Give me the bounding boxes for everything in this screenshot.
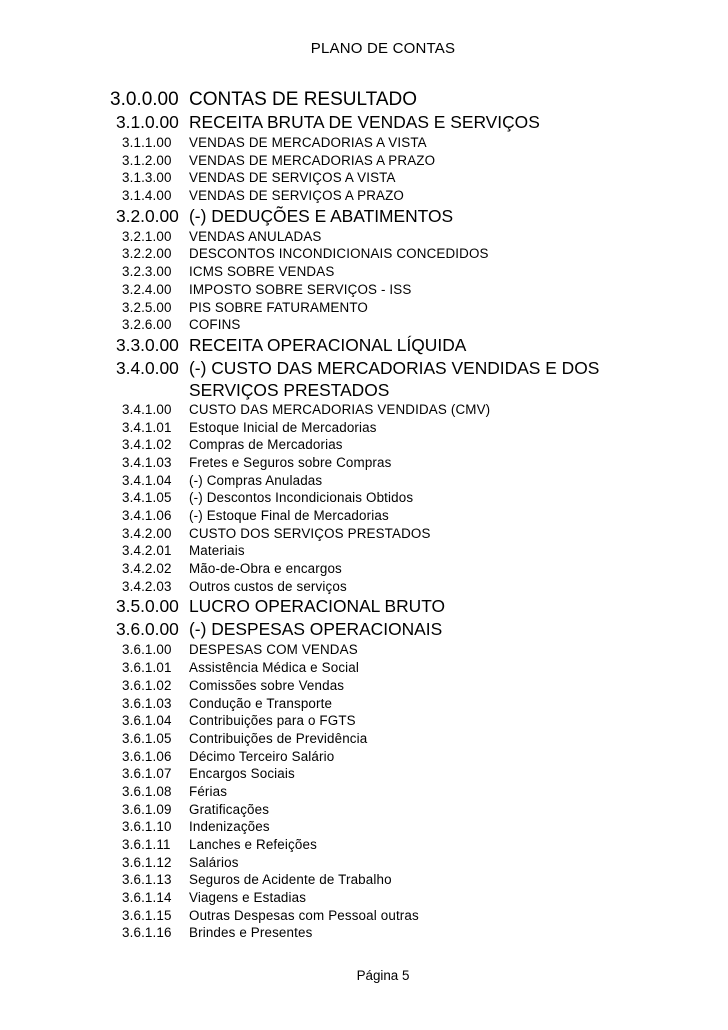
account-name: LUCRO OPERACIONAL BRUTO (189, 596, 446, 617)
account-row (0, 507, 728, 525)
account-code: 3.6.1.05 (122, 730, 172, 746)
account-row (0, 765, 728, 783)
account-code: 3.1.4.00 (122, 188, 172, 204)
account-code: 3.5.0.00 (116, 596, 179, 617)
account-name: Compras de Mercadorias (189, 437, 343, 453)
account-name: Salários (189, 854, 239, 870)
account-row (0, 152, 728, 170)
account-row (0, 618, 728, 641)
account-name: (-) DEDUÇÕES E ABATIMENTOS (189, 205, 454, 226)
account-name: Mão-de-Obra e encargos (189, 561, 342, 577)
account-row (0, 695, 728, 713)
account-name: CUSTO DAS MERCADORIAS VENDIDAS (CMV) (189, 401, 491, 417)
account-name: IMPOSTO SOBRE SERVIÇOS - ISS (189, 281, 412, 297)
account-row (0, 595, 728, 618)
account-code: 3.4.0.00 (116, 357, 179, 378)
account-name: VENDAS DE SERVIÇOS A VISTA (189, 170, 396, 186)
account-row (0, 641, 728, 659)
account-code: 3.6.1.03 (122, 695, 172, 711)
page-number: Página 5 (356, 968, 410, 983)
account-name: Viagens e Estadias (189, 890, 307, 906)
account-code: 3.2.0.00 (116, 205, 179, 226)
account-row (0, 677, 728, 695)
account-name: DESCONTOS INCONDICIONAIS CONCEDIDOS (189, 246, 489, 262)
account-name: Outros custos de serviços (189, 578, 347, 594)
account-code: 3.6.1.08 (122, 783, 172, 799)
account-code: 3.4.2.03 (122, 578, 172, 594)
account-row (0, 889, 728, 907)
account-row (0, 245, 728, 263)
account-code: 3.4.1.04 (122, 472, 172, 488)
account-code: 3.0.0.00 (110, 89, 179, 110)
account-name: Brindes e Presentes (189, 925, 313, 941)
account-code: 3.4.1.03 (122, 454, 172, 470)
account-row (0, 801, 728, 819)
account-row (0, 907, 728, 925)
account-code: 3.6.1.00 (122, 642, 172, 658)
account-code: 3.1.0.00 (116, 112, 179, 132)
account-name: Seguros de Acidente de Trabalho (189, 872, 392, 888)
account-code: 3.6.1.07 (122, 766, 172, 782)
account-name: CONTAS DE RESULTADO (189, 89, 418, 110)
account-name: PIS SOBRE FATURAMENTO (189, 299, 368, 315)
account-row (0, 205, 728, 228)
account-code: 3.3.0.00 (116, 334, 179, 355)
account-name: (-) Compras Anuladas (189, 472, 323, 488)
account-row (0, 525, 728, 543)
account-row (0, 111, 728, 134)
account-row (0, 924, 728, 942)
account-name: Lanches e Refeições (189, 837, 317, 852)
account-name: (-) DESPESAS OPERACIONAIS (189, 619, 443, 640)
account-name: Contribuições de Previdência (189, 730, 368, 746)
account-code: 3.6.1.06 (122, 748, 172, 764)
account-code: 3.6.0.00 (116, 619, 179, 640)
account-name: VENDAS DE MERCADORIAS A PRAZO (189, 152, 436, 168)
account-code: 3.4.1.05 (122, 490, 172, 506)
account-name: Materiais (189, 543, 245, 559)
account-row (0, 730, 728, 748)
account-row (0, 299, 728, 317)
account-code: 3.2.1.00 (122, 228, 172, 244)
account-row (0, 169, 728, 187)
account-code: 3.6.1.02 (122, 677, 172, 693)
account-code: 3.1.1.00 (122, 135, 172, 150)
account-row (0, 560, 728, 578)
account-row (0, 316, 728, 334)
account-code: 3.1.3.00 (122, 170, 172, 186)
account-row (0, 401, 728, 419)
account-row (0, 836, 728, 854)
account-name-continuation: SERVIÇOS PRESTADOS (189, 379, 390, 400)
account-code: 3.2.5.00 (122, 299, 172, 315)
account-row (0, 436, 728, 454)
account-code: 3.6.1.14 (122, 890, 172, 906)
account-name: COFINS (189, 317, 241, 333)
account-code: 3.6.1.15 (122, 907, 172, 923)
account-name: Condução e Transporte (189, 695, 333, 711)
account-row (0, 134, 728, 152)
account-name: Encargos Sociais (189, 766, 295, 782)
account-code: 3.2.4.00 (122, 281, 172, 297)
account-code: 3.6.1.11 (122, 837, 171, 852)
account-row (0, 228, 728, 246)
account-code: 3.4.1.02 (122, 437, 172, 453)
account-code: 3.6.1.04 (122, 713, 172, 729)
account-name: Férias (189, 783, 228, 799)
page-title: PLANO DE CONTAS (310, 40, 456, 57)
account-name: DESPESAS COM VENDAS (189, 642, 358, 658)
account-name: Gratificações (189, 801, 270, 817)
account-code: 3.6.1.01 (122, 660, 172, 676)
account-name: Comissões sobre Vendas (189, 677, 345, 693)
account-name: Décimo Terceiro Salário (189, 748, 335, 764)
account-code: 3.4.2.01 (122, 543, 172, 559)
account-name: RECEITA OPERACIONAL LÍQUIDA (189, 334, 467, 355)
account-name: RECEITA BRUTA DE VENDAS E SERVIÇOS (189, 112, 540, 132)
account-name: Assistência Médica e Social (189, 660, 360, 676)
account-code: 3.4.1.06 (122, 508, 172, 523)
account-row (0, 88, 728, 111)
account-code: 3.2.3.00 (122, 264, 172, 280)
account-row (0, 748, 728, 766)
account-row (0, 818, 728, 836)
account-row (0, 871, 728, 889)
account-name: (-) Descontos Incondicionais Obtidos (189, 490, 414, 506)
account-name: (-) CUSTO DAS MERCADORIAS VENDIDAS E DOS (189, 357, 600, 378)
account-code: 3.6.1.12 (122, 854, 172, 870)
account-row (0, 783, 728, 801)
account-name: VENDAS ANULADAS (189, 228, 322, 244)
account-row (0, 659, 728, 677)
account-row (0, 712, 728, 730)
account-code: 3.4.1.01 (122, 419, 172, 435)
account-row (0, 542, 728, 560)
account-row (0, 357, 728, 401)
account-name: (-) Estoque Final de Mercadorias (189, 508, 389, 523)
account-name: Indenizações (189, 819, 270, 835)
account-code: 3.6.1.09 (122, 801, 172, 817)
account-code: 3.2.6.00 (122, 317, 172, 333)
account-row (0, 419, 728, 437)
account-name: VENDAS DE SERVIÇOS A PRAZO (189, 188, 404, 204)
account-row (0, 454, 728, 472)
account-row (0, 187, 728, 205)
account-name: Outras Despesas com Pessoal outras (189, 907, 419, 923)
account-code: 3.6.1.10 (122, 819, 172, 835)
account-code: 3.6.1.13 (122, 872, 172, 888)
account-code: 3.2.2.00 (122, 246, 172, 262)
account-code: 3.4.2.00 (122, 525, 172, 541)
account-code: 3.1.2.00 (122, 152, 172, 168)
account-name: CUSTO DOS SERVIÇOS PRESTADOS (189, 525, 431, 541)
account-name: VENDAS DE MERCADORIAS A VISTA (189, 135, 427, 150)
account-row (0, 489, 728, 507)
account-row (0, 854, 728, 872)
account-name: Fretes e Seguros sobre Compras (189, 454, 392, 470)
account-row (0, 281, 728, 299)
account-row (0, 334, 728, 357)
account-name: ICMS SOBRE VENDAS (189, 264, 335, 280)
account-code: 3.4.1.00 (122, 401, 172, 417)
account-code: 3.6.1.16 (122, 925, 172, 941)
account-name: Contribuições para o FGTS (189, 713, 356, 729)
account-row (0, 263, 728, 281)
account-name: Estoque Inicial de Mercadorias (189, 419, 377, 435)
account-code: 3.4.2.02 (122, 561, 172, 577)
chart-of-accounts-list (0, 88, 728, 942)
account-row (0, 472, 728, 490)
account-row (0, 578, 728, 596)
